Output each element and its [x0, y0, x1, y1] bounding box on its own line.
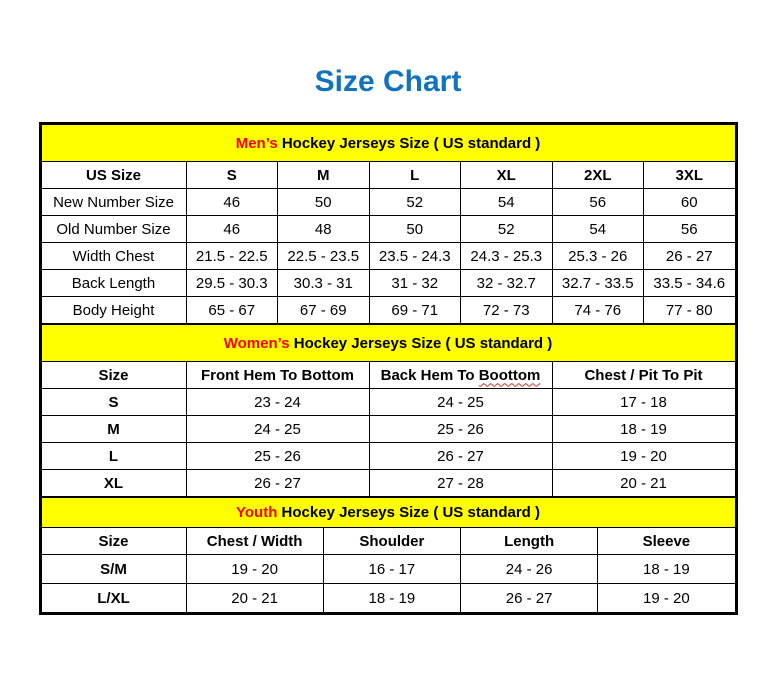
banner-text: Hockey Jerseys Size ( US standard ): [289, 334, 553, 352]
row-label: Width Chest: [41, 243, 186, 270]
size-value: 16 - 17: [323, 555, 460, 584]
size-value: 20 - 21: [552, 470, 735, 497]
size-value: 56: [552, 189, 644, 216]
size-value: 21.5 - 22.5: [186, 243, 278, 270]
size-chart: [39, 122, 738, 615]
banner-highlight: Men’s: [235, 134, 278, 152]
column-header-l: L: [369, 162, 461, 189]
size-value: 30.3 - 31: [278, 270, 370, 297]
column-header-size: Size: [41, 362, 186, 389]
table-row: [41, 443, 735, 470]
banner-highlight: Youth: [236, 504, 278, 521]
column-header-size: Size: [41, 528, 186, 555]
row-label: Body Height: [41, 297, 186, 324]
size-value: 18 - 19: [552, 416, 735, 443]
size-value: 18 - 19: [598, 555, 735, 584]
size-value: 32.7 - 33.5: [552, 270, 644, 297]
size-value: 77 - 80: [644, 297, 736, 324]
size-value: 22.5 - 23.5: [278, 243, 370, 270]
size-value: 17 - 18: [552, 389, 735, 416]
size-value: 46: [186, 189, 278, 216]
size-value: 33.5 - 34.6: [644, 270, 736, 297]
banner-text: Hockey Jerseys Size ( US standard ): [277, 504, 540, 521]
table-row: [41, 216, 735, 243]
size-value: 23 - 24: [186, 389, 369, 416]
size-value: 23.5 - 24.3: [369, 243, 461, 270]
size-value: 52: [461, 216, 553, 243]
column-header-length: Length: [461, 528, 598, 555]
column-header-back-hem: [369, 362, 552, 389]
size-value: 18 - 19: [323, 584, 460, 613]
table-row: [41, 389, 735, 416]
size-value: 25 - 26: [186, 443, 369, 470]
size-value: 56: [644, 216, 736, 243]
table-row: [41, 189, 735, 216]
size-value: 24 - 26: [461, 555, 598, 584]
table-row: [41, 555, 735, 584]
banner-highlight: Women’s: [223, 334, 290, 352]
size-value: 60: [644, 189, 736, 216]
banner-text: Hockey Jerseys Size ( US standard ): [277, 134, 541, 152]
size-value: 46: [186, 216, 278, 243]
header-row: [41, 528, 735, 555]
size-value: 25.3 - 26: [552, 243, 644, 270]
column-header-s: S: [186, 162, 278, 189]
row-label: L: [41, 443, 186, 470]
size-value: 27 - 28: [369, 470, 552, 497]
row-label: Old Number Size: [41, 216, 186, 243]
size-value: 72 - 73: [461, 297, 553, 324]
row-label: L/XL: [41, 584, 186, 613]
header-text: Back Hem To: [380, 366, 479, 384]
size-value: 24 - 25: [369, 389, 552, 416]
size-value: 26 - 27: [369, 443, 552, 470]
table-row: [41, 584, 735, 613]
column-header-front-hem: Front Hem To Bottom: [186, 362, 369, 389]
column-header-us-size: US Size: [41, 162, 186, 189]
column-header-m: M: [278, 162, 370, 189]
column-header-3xl: 3XL: [644, 162, 736, 189]
size-value: 52: [369, 189, 461, 216]
size-value: 74 - 76: [552, 297, 644, 324]
page-title: Size Chart: [314, 65, 462, 98]
banner-row: [41, 498, 735, 528]
size-value: 67 - 69: [278, 297, 370, 324]
column-header-chest: Chest / Pit To Pit: [552, 362, 735, 389]
size-value: 26 - 27: [461, 584, 598, 613]
table-row: [41, 470, 735, 497]
size-value: 54: [552, 216, 644, 243]
size-value: 26 - 27: [186, 470, 369, 497]
size-value: 20 - 21: [186, 584, 323, 613]
size-value: 24 - 25: [186, 416, 369, 443]
header-row: [41, 362, 735, 389]
size-value: 26 - 27: [644, 243, 736, 270]
size-value: 24.3 - 25.3: [461, 243, 553, 270]
misspelled-word: Boottom: [478, 366, 541, 384]
column-header-sleeve: Sleeve: [598, 528, 735, 555]
size-value: 50: [369, 216, 461, 243]
size-value: 19 - 20: [186, 555, 323, 584]
banner-row: [41, 325, 735, 362]
table-row: [41, 243, 735, 270]
womens-size-table: [41, 324, 736, 497]
size-value: 19 - 20: [552, 443, 735, 470]
table-row: [41, 270, 735, 297]
banner-row: [41, 125, 735, 162]
table-row: [41, 416, 735, 443]
row-label: M: [41, 416, 186, 443]
size-value: 32 - 32.7: [461, 270, 553, 297]
youth-table-banner: [41, 498, 735, 528]
row-label: XL: [41, 470, 186, 497]
row-label: New Number Size: [41, 189, 186, 216]
size-value: 31 - 32: [369, 270, 461, 297]
size-value: 50: [278, 189, 370, 216]
size-value: 54: [461, 189, 553, 216]
size-value: 65 - 67: [186, 297, 278, 324]
size-value: 25 - 26: [369, 416, 552, 443]
mens-table-banner: [41, 125, 735, 162]
row-label: Back Length: [41, 270, 186, 297]
header-row: [41, 162, 735, 189]
column-header-chest-width: Chest / Width: [186, 528, 323, 555]
column-header-xl: XL: [461, 162, 553, 189]
youth-size-table: [41, 497, 736, 613]
row-label: S: [41, 389, 186, 416]
size-value: 19 - 20: [598, 584, 735, 613]
size-value: 48: [278, 216, 370, 243]
size-value: 29.5 - 30.3: [186, 270, 278, 297]
row-label: S/M: [41, 555, 186, 584]
table-row: [41, 297, 735, 324]
mens-size-table: [41, 124, 736, 324]
column-header-shoulder: Shoulder: [323, 528, 460, 555]
column-header-2xl: 2XL: [552, 162, 644, 189]
size-value: 69 - 71: [369, 297, 461, 324]
womens-table-banner: [41, 325, 735, 362]
